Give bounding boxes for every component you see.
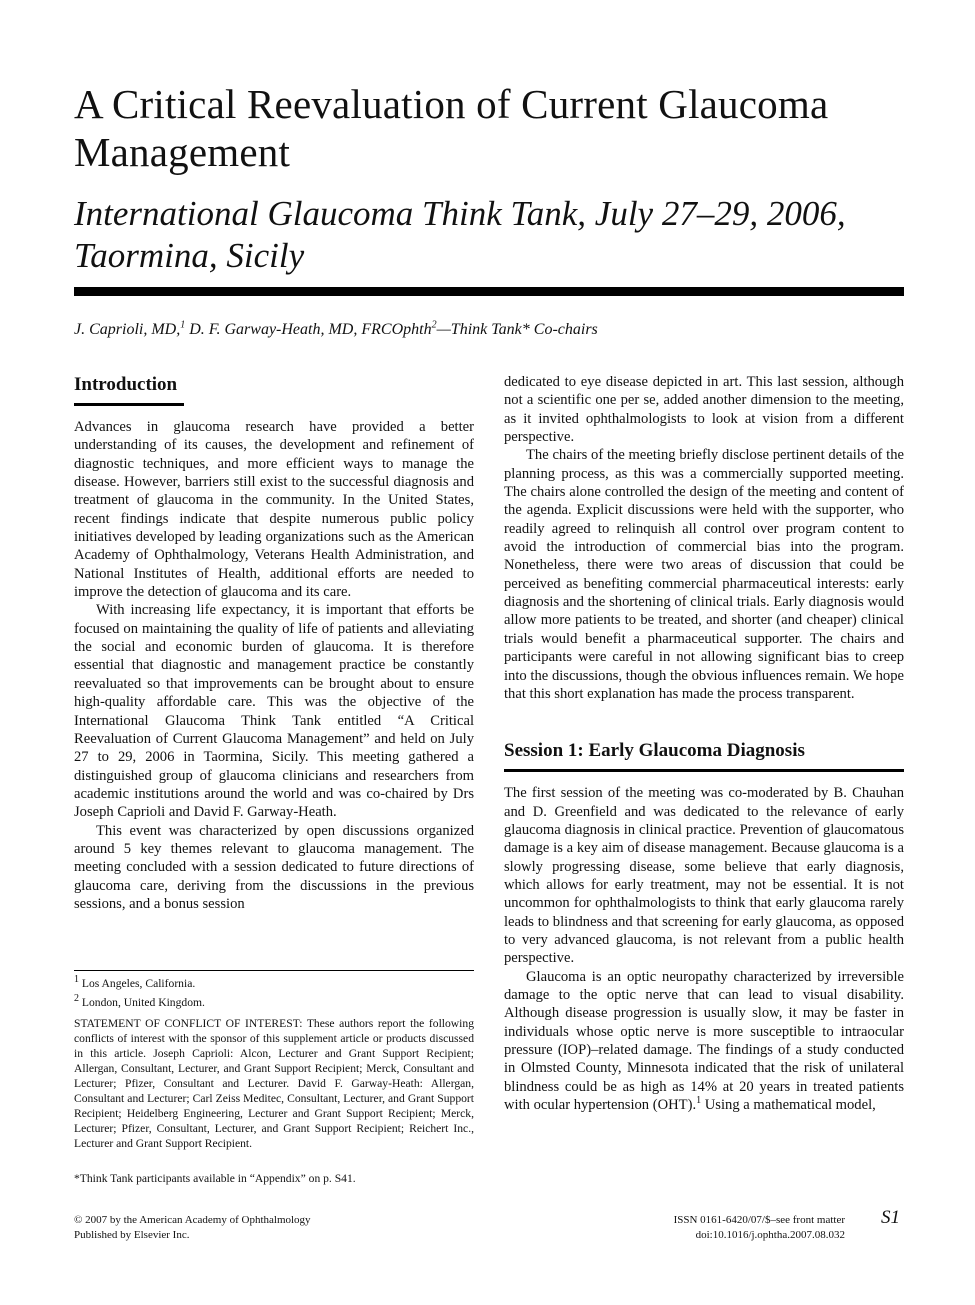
session-1-paragraph-1: The first session of the meeting was co-moderated by B. Chauhan and D. Greenfield and was dedicated to the relevance of early glaucoma diagnosis in clinical practice. Prevention of glaucomatous damage is a key aim of disease management. Because glaucoma is a slowly progressing disease, some believe that early diagnosis, which allows for early treatment, may not be essential. It is not uncommon for ophthalmologists to think that early glaucoma rarely leads to blindness and that screening for early glaucoma, as opposed to very advanced glaucoma, is not relevant from a public health perspective. [504,785,904,967]
intro-paragraph-3-continued: dedicated to eye disease depicted in art. This last session, although not a scientific one per se, added another dimension to the meeting, as it invited ophthalmologists to look at vision from a different perspective. [504,374,904,446]
issn-line: ISSN 0161-6420/07/$–see front matter [673,1214,845,1226]
intro-paragraph-4: The chairs of the meeting briefly disclose pertinent details of the planning process, as this was a commercially supported meeting. The chairs alone controlled the design of the meeting and content of the agenda. Explicit discussions were held with the supporter, who readily agreed to relinquish all control over program content to avoid the introduction of commercial bias into the program. Nonetheless, there were two areas of discussion that could be perceived as benefiting commercial pharmaceutical interests: early diagnosis and the shortening of clinical trials. Early diagnosis would allow more patients to be treated, and shorter (and cheaper) clinical trials would benefit a pharmaceutical supporter. The chairs and participants were careful in not allowing significant bias to creep into the discussions, though the obvious influences remain. We hope that this short explanation has made the process transparent. [504,447,904,702]
article-subtitle: International Glaucoma Think Tank, July 27–29, 2006, Taormina, Sicily [74,194,846,275]
footnote-marker-2: 2 [74,993,79,1005]
session-1-paragraph-2-tail: Using a mathematical model, [701,1097,876,1114]
session-1-paragraph-2 [504,968,904,1115]
footnote-text-1: Los Angeles, California. [79,977,196,990]
author-role: —Think Tank* Co-chairs [436,321,598,338]
footnote-affiliation-1 [74,976,474,991]
introduction-heading: Introduction [74,373,184,406]
author-line [74,319,598,341]
publisher-line: Published by Elsevier Inc. [74,1229,190,1241]
footer-publisher-info [74,1213,311,1243]
author-garway-heath: D. F. Garway-Heath, MD, FRCOphth [185,321,432,338]
footnote-marker-1: 1 [74,974,79,986]
affiliation-marker-1: 1 [180,319,186,331]
right-column [504,373,904,1114]
intro-paragraph-1: Advances in glaucoma research have provided a better understanding of its causes, the development and refinement of diagnostic techniques, and more efficient ways to manage the disease. However, barriers still exist to the successful diagnosis and treatment of glaucoma in the community. In the United States, recent findings indicate that despite numerous public policy initiatives developed by leading organizations such as the American Academy of Ophthalmology, Veterans Health Administration, and National Institutes of Health, additional efforts are needed to improve the detection of glaucoma and its care. [74,419,474,601]
intro-paragraph-2: With increasing life expectancy, it is important that efforts be focused on maintaining the quality of life of patients and alleviating the social and economic burden of glaucoma. It is therefore essential that diagnostic and management practice be constantly reevaluated so that improvements can be brought about to ensure high-quality affordable care. This was the objective of the International Glaucoma Think Tank entitled “A Critical Reevaluation of Current Glaucoma Management” and held on July 27 to 29, 2006 in Taormina, Sicily. This meeting gathered a distinguished group of glaucoma clinicians and researchers from academic institutions around the world and was co-chaired by Drs Joseph Caprioli and David F. Garway-Heath. [74,602,474,821]
doi-line: doi:10.1016/j.ophtha.2007.08.032 [695,1229,845,1241]
copyright-line: © 2007 by the American Academy of Ophthalmology [74,1214,311,1226]
session-1-heading: Session 1: Early Glaucoma Diagnosis [504,739,904,772]
footnote-rule [74,970,474,971]
title-rule [74,287,904,296]
author-caprioli: J. Caprioli, MD, [74,321,181,338]
left-column [74,373,474,913]
reference-marker-1: 1 [696,1095,702,1107]
footnote-text-2: London, United Kingdom. [79,996,205,1009]
article-title: A Critical Reevaluation of Current Glaucoma Management [74,81,829,175]
session-1-paragraph-2-text: Glaucoma is an optic neuropathy characterized by irreversible damage to the optic nerve that can lead to visual disability. Although disease progression is usually slow, it may be faster in individuals whose optic nerve is more susceptible to intraocular pressure (IOP)–related damage. The findings of a study conducted in Olmsted County, Minnesota indicated that the risk of unilateral blindness could be as high as 14% at 20 years in treated patients with ocular hypertension (OHT). [504,968,904,1114]
affiliation-marker-2: 2 [431,319,437,331]
intro-paragraph-3: This event was characterized by open discussions organized around 5 key themes relevant to glaucoma management. The meeting concluded with a session dedicated to future directions of glaucoma care, deriving from the discussions in the previous sessions, and a bonus session [74,822,474,912]
conflict-of-interest-statement: STATEMENT OF CONFLICT OF INTEREST: These authors report the following conflicts of interest with the sponsor of this supplement article or products discussed in this article. Joseph Caprioli: Alcon, Lecturer and Grant Support Recipient; Allergan, Consultant, Lecturer, and Grant Support Recipient; Merck, Consultant and Lecturer; Pfizer, Consultant and Lecturer. David F. Garway-Heath: Allergan, Consultant and Lecturer; Carl Zeiss Meditec, Consultant, Lecturer, and Grant Support Recipient; Heidelberg Engineering, Lecturer and Grant Support Recipient; Merck, Lecturer; Pfizer, Consultant, Lecturer, and Grant Support Recipient; Reichert Inc., Lecturer and Grant Support Recipient. [74,1017,474,1150]
participants-note: *Think Tank participants available in “Appendix” on p. S41. [74,1172,356,1185]
page-number: S1 [881,1207,900,1228]
footer-identifiers [600,1213,845,1243]
footnote-affiliation-2 [74,995,474,1010]
